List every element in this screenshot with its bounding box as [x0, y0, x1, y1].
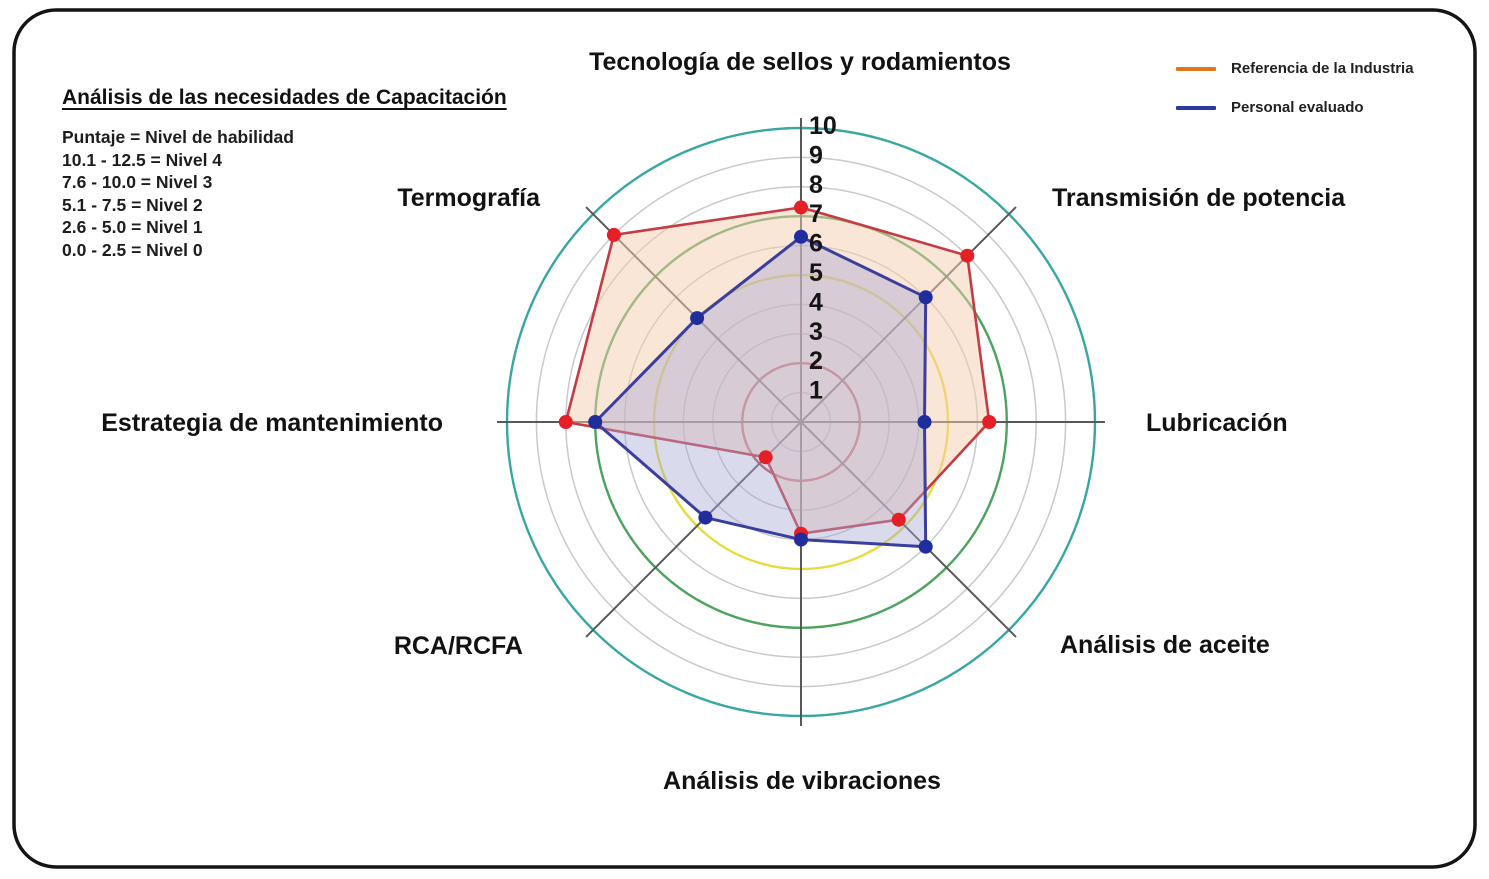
category-label: Estrategia de mantenimiento	[101, 409, 443, 437]
personal-data-point	[918, 415, 932, 429]
level-key-line: 10.1 - 12.5 = Nivel 4	[62, 149, 223, 170]
personal-data-point	[794, 533, 808, 547]
tick-label: 8	[809, 170, 823, 199]
personal-line-swatch	[1176, 106, 1216, 110]
personal-data-point	[919, 290, 933, 304]
industry-data-point	[892, 513, 906, 527]
category-label: Transmisión de potencia	[1052, 184, 1346, 212]
industry-data-point	[794, 200, 808, 214]
level-key	[62, 126, 532, 261]
tick-label: 5	[809, 259, 823, 287]
industry-data-point	[960, 249, 974, 263]
personal-data-point	[588, 415, 602, 429]
info-title: Análisis de las necesidades de Capacitación	[62, 86, 507, 109]
industry-data-point	[982, 415, 996, 429]
tick-label: 9	[809, 141, 823, 170]
industry-line-swatch	[1176, 67, 1216, 71]
personal-data-point	[794, 230, 808, 244]
tick-label: 2	[809, 347, 823, 376]
personal-data-point	[690, 311, 704, 325]
category-label: RCA/RCFA	[393, 632, 523, 660]
category-label: Lubricación	[1146, 409, 1288, 437]
level-key-line: 7.6 - 10.0 = Nivel 3	[62, 172, 213, 192]
industry-data-point	[759, 450, 773, 464]
category-label: Termografía	[397, 184, 540, 212]
level-key-line: 5.1 - 7.5 = Nivel 2	[62, 194, 203, 215]
chart-legend	[1176, 60, 1414, 138]
tick-label: 4	[809, 288, 823, 317]
tick-label: 7	[809, 200, 823, 229]
legend-item-personal	[1176, 99, 1414, 116]
level-key-line: 0.0 - 2.5 = Nivel 0	[62, 239, 203, 260]
category-label: Análisis de aceite	[1060, 631, 1270, 659]
personal-data-point	[698, 511, 712, 525]
legend-label: Personal evaluado	[1231, 99, 1364, 116]
industry-data-point	[559, 415, 573, 429]
legend-label: Referencia de la Industria	[1231, 60, 1414, 77]
level-key-line: 2.6 - 5.0 = Nivel 1	[62, 217, 203, 237]
industry-data-point	[607, 228, 621, 242]
tick-label: 3	[809, 317, 823, 346]
info-block	[62, 86, 532, 261]
tick-label: 10	[809, 112, 837, 140]
legend-item-industry	[1176, 60, 1414, 77]
personal-data-point	[919, 540, 933, 554]
level-key-line: Puntaje = Nivel de habilidad	[62, 127, 294, 147]
tick-label: 1	[809, 376, 823, 405]
category-label: Tecnología de sellos y rodamientos	[589, 48, 1011, 76]
series-layer	[559, 200, 996, 553]
tick-label: 6	[809, 229, 823, 258]
category-label: Análisis de vibraciones	[663, 767, 941, 795]
